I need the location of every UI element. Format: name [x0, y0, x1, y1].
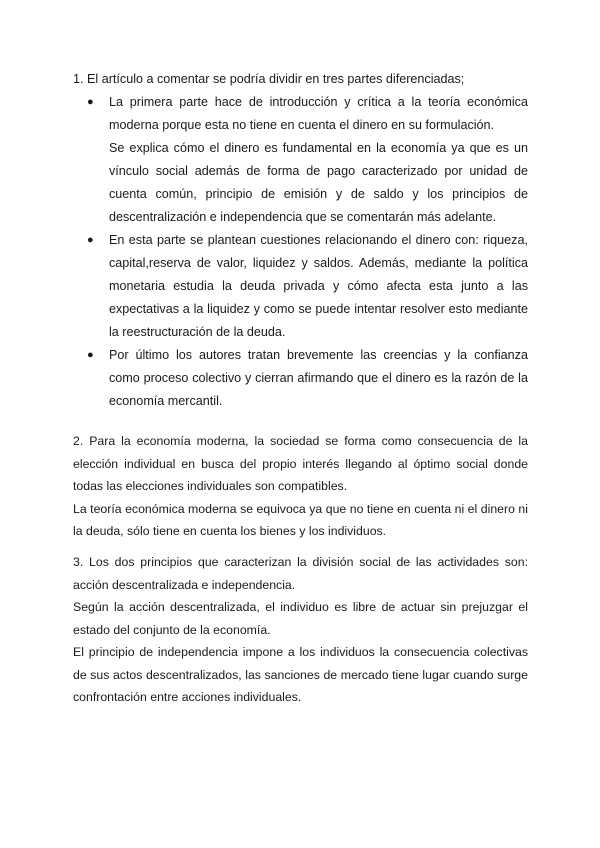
section-3-paragraph-1: 3. Los dos principios que caracterizan la división social de las actividades son: acción descentralizada e independencia. [73, 555, 528, 592]
section-3-paragraph-3: El principio de independencia impone a los individuos la consecuencia colectivas de sus actos descentralizados, las sanciones de mercado tiene lugar cuando surge confrontación entre acciones individuales. [73, 645, 528, 704]
bullet-1-paragraph-2: Se explica cómo el dinero es fundamental en la economía ya que es un vínculo social además de forma de pago caracterizado por unidad de cuenta común, principio de emisión y de saldo y los principios de descentralización e independencia que se comentarán más adelante. [109, 141, 528, 224]
section-3-paragraph-2: Según la acción descentralizada, el individuo es libre de actuar sin prejuzgar el estado del conjunto de la economía. [73, 600, 528, 637]
bullet-item-1 [73, 91, 528, 229]
section-2-paragraph-1: 2. Para la economía moderna, la sociedad se forma como consecuencia de la elección individual en busca del propio interés llegando al óptimo social donde todas las elecciones individuales son compatibles. [73, 434, 528, 493]
bullet-2-paragraph-1: En esta parte se plantean cuestiones relacionando el dinero con: riqueza, capital,reserva de valor, liquidez y saldos. Además, mediante la política monetaria estudia la deuda privada y cómo afecta esta junto a las expectativas a la liquidez y como se puede intentar resolver esto mediante la reestructuración de la deuda. [109, 233, 528, 339]
bullet-dot-icon: ● [87, 349, 94, 361]
section-2 [73, 430, 528, 543]
bullet-dot-icon: ● [87, 96, 94, 108]
bullet-3-paragraph-1: Por último los autores tratan brevemente las creencias y la confianza como proceso colectivo y cierran afirmando que el dinero es la razón de la economía mercantil. [109, 348, 528, 408]
bullet-item-2 [73, 229, 528, 344]
section-1 [73, 68, 528, 413]
section-1-heading: 1. El artículo a comentar se podría dividir en tres partes diferenciadas; [73, 72, 465, 86]
bullet-dot-icon: ● [87, 234, 94, 246]
section-3 [73, 551, 528, 709]
section-1-bullet-list [73, 91, 528, 413]
bullet-item-3 [73, 344, 528, 413]
section-2-paragraph-2: La teoría económica moderna se equivoca ya que no tiene en cuenta ni el dinero ni la deuda, sólo tiene en cuenta los bienes y los individuos. [73, 501, 528, 538]
bullet-1-paragraph-1: La primera parte hace de introducción y crítica a la teoría económica moderna porque esta no tiene en cuenta el dinero en su formulación. [109, 95, 528, 132]
